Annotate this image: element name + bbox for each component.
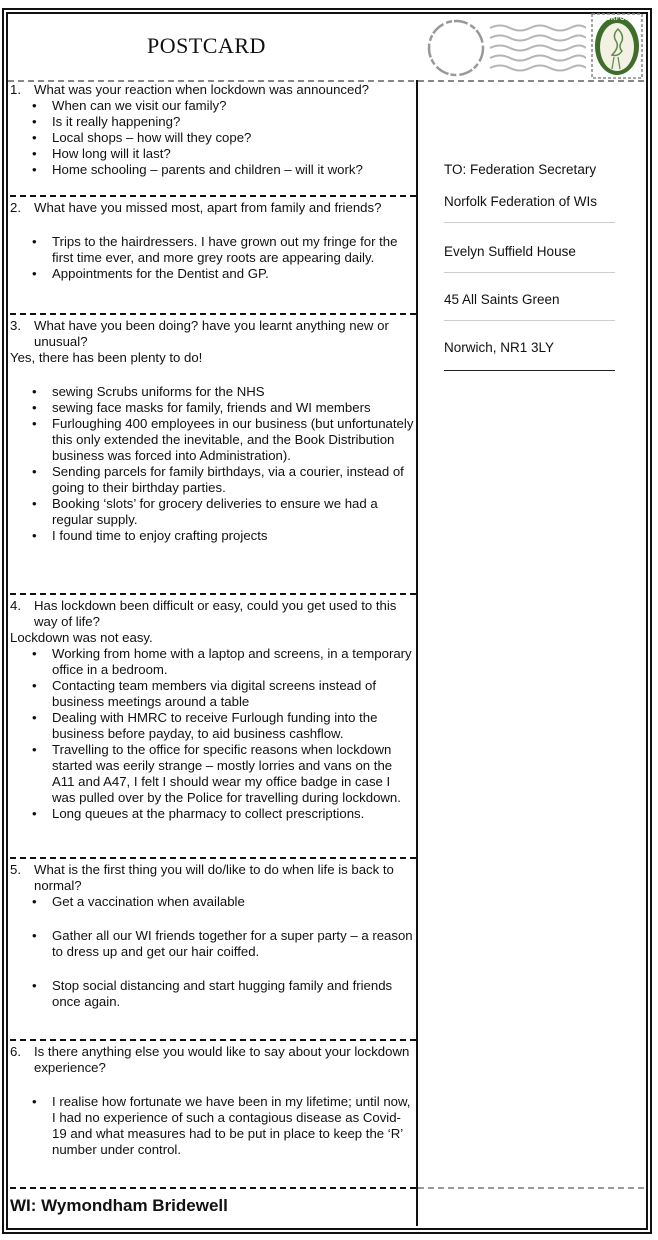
list-item: • Gather all our WI friends together for a super party – a reason to dress up and get our hair coiffed. xyxy=(10,928,414,960)
list-item: • Stop social distancing and start hugging family and friends once again. xyxy=(10,978,414,1010)
center-divider xyxy=(416,80,418,1226)
footer-divider xyxy=(418,1187,644,1189)
address-rule xyxy=(444,222,615,223)
address-rule xyxy=(444,272,615,273)
answer-intro: Yes, there has been plenty to do! xyxy=(10,350,203,365)
question-divider xyxy=(10,313,416,315)
list-item: • Home schooling – parents and children – will it work? xyxy=(10,162,414,178)
list-item: • Working from home with a laptop and screens, in a temporary office in a bedroom. xyxy=(10,646,414,678)
postcard-title: POSTCARD xyxy=(147,33,266,58)
address-to: TO: Federation Secretary xyxy=(444,162,597,177)
list-item: • Dealing with HMRC to receive Furlough funding into the business before payday, to aid business cashflow. xyxy=(10,710,414,742)
address-line-3: 45 All Saints Green xyxy=(444,292,560,307)
list-item: • Booking ‘slots’ for grocery deliveries to ensure we had a regular supply. xyxy=(10,496,414,528)
list-item: • Travelling to the office for specific reasons when lockdown started was eerily strange – mostly lorries and vans on the A11 and A47, I felt I should wear my office badge in case I was pulled over by the Police for travelling during lockdown. xyxy=(10,742,414,806)
list-item: • Long queues at the pharmacy to collect prescriptions. xyxy=(10,806,414,822)
question-5: 5. What is the first thing you will do/like to do when life is back to normal? • Get a vaccination when available • Gather all our WI friends together for a super party – a reason to dress up and get our hair coiffed. • Stop social distancing and start hugging family and friends once again. xyxy=(10,862,414,1010)
address-line-4: Norwich, NR1 3LY xyxy=(444,340,555,355)
list-item: • I found time to enjoy crafting projects xyxy=(10,528,414,544)
list-item: • Appointments for the Dentist and GP. xyxy=(10,266,414,282)
question-divider xyxy=(10,857,416,859)
address-line-1: Norfolk Federation of WIs xyxy=(444,194,598,209)
address-underline xyxy=(444,370,615,371)
address-rule xyxy=(444,320,615,321)
postmark-icon xyxy=(424,18,586,78)
question-4: 4. Has lockdown been difficult or easy, could you get used to this way of life? Lockdown was not easy. • Working from home with a laptop and screens, in a temporary office in a bedroom. • Contacting team members via digital screens instead of business meetings around a table • Dealing with HMRC to receive Furlough funding into the business before payday, to aid business cashflow. • Travelling to the office for specific reasons when lockdown started was eerily strange – mostly lorries and vans on the A11 and A47, I felt I should wear my office badge in case I was pulled over by the Police for travelling during lockdown. • Long queues at the pharmacy to collect prescriptions. xyxy=(10,598,414,822)
question-2: 2. What have you missed most, apart from family and friends? • Trips to the hairdressers. I have grown out my fringe for the first time ever, and more grey roots are appearing daily. • Appointments for the Dentist and GP. xyxy=(10,200,414,282)
list-item: • Get a vaccination when available xyxy=(10,894,414,910)
list-item: • Furloughing 400 employees in our business (but unfortunately this only extended the inevitable, and the Book Distribution business was forced into Administration). xyxy=(10,416,414,464)
list-item: • Contacting team members via digital screens instead of business meetings around a table xyxy=(10,678,414,710)
list-item: • Trips to the hairdressers. I have grown out my fringe for the first time ever, and more grey roots are appearing daily. xyxy=(10,234,414,266)
list-item: • Sending parcels for family birthdays, via a courier, instead of going to their birthday parties. xyxy=(10,464,414,496)
list-item: • sewing face masks for family, friends and WI members xyxy=(10,400,414,416)
list-item: • When can we visit our family? xyxy=(10,98,414,114)
question-divider xyxy=(10,195,416,197)
question-divider xyxy=(10,1187,416,1189)
question-6: 6. Is there anything else you would like to say about your lockdown experience? • I realise how fortunate we have been in my lifetime; until now, I had no experience of such a contagious disease as Covid-19 and what measures had to be put in place to keep the ‘R’ number under control. xyxy=(10,1044,414,1158)
stamp-text: NORFOLK xyxy=(601,16,635,22)
answer-intro: Lockdown was not easy. xyxy=(10,630,153,645)
address-line-2: Evelyn Suffield House xyxy=(444,244,576,259)
list-item: • Is it really happening? xyxy=(10,114,414,130)
wi-label: WI: Wymondham Bridewell xyxy=(10,1196,228,1215)
list-item: • Local shops – how will they cope? xyxy=(10,130,414,146)
list-item: • How long will it last? xyxy=(10,146,414,162)
question-divider xyxy=(10,1039,416,1041)
list-item: • I realise how fortunate we have been in my lifetime; until now, I had no experience of such a contagious disease as Covid-19 and what measures had to be put in place to keep the ‘R’ number under control. xyxy=(10,1094,414,1158)
question-3: 3. What have you been doing? have you learnt anything new or unusual? Yes, there has been plenty to do! • sewing Scrubs uniforms for the NHS • sewing face masks for family, friends and WI members • Furloughing 400 employees in our business (but unfortunately this only extended the inevitable, and the Book Distribution business was forced into Administration). • Sending parcels for family birthdays, via a courier, instead of going to their birthday parties. • Booking ‘slots’ for grocery deliveries to ensure we had a regular supply. • I found time to enjoy crafting projects xyxy=(10,318,414,544)
question-1: 1. What was your reaction when lockdown was announced? • When can we visit our family? • Is it really happening? • Local shops – how will they cope? • How long will it last? • Home schooling – parents and children – will it work? xyxy=(10,82,414,178)
list-item: • sewing Scrubs uniforms for the NHS xyxy=(10,384,414,400)
question-divider xyxy=(10,593,416,595)
norfolk-stamp-icon xyxy=(591,13,643,79)
